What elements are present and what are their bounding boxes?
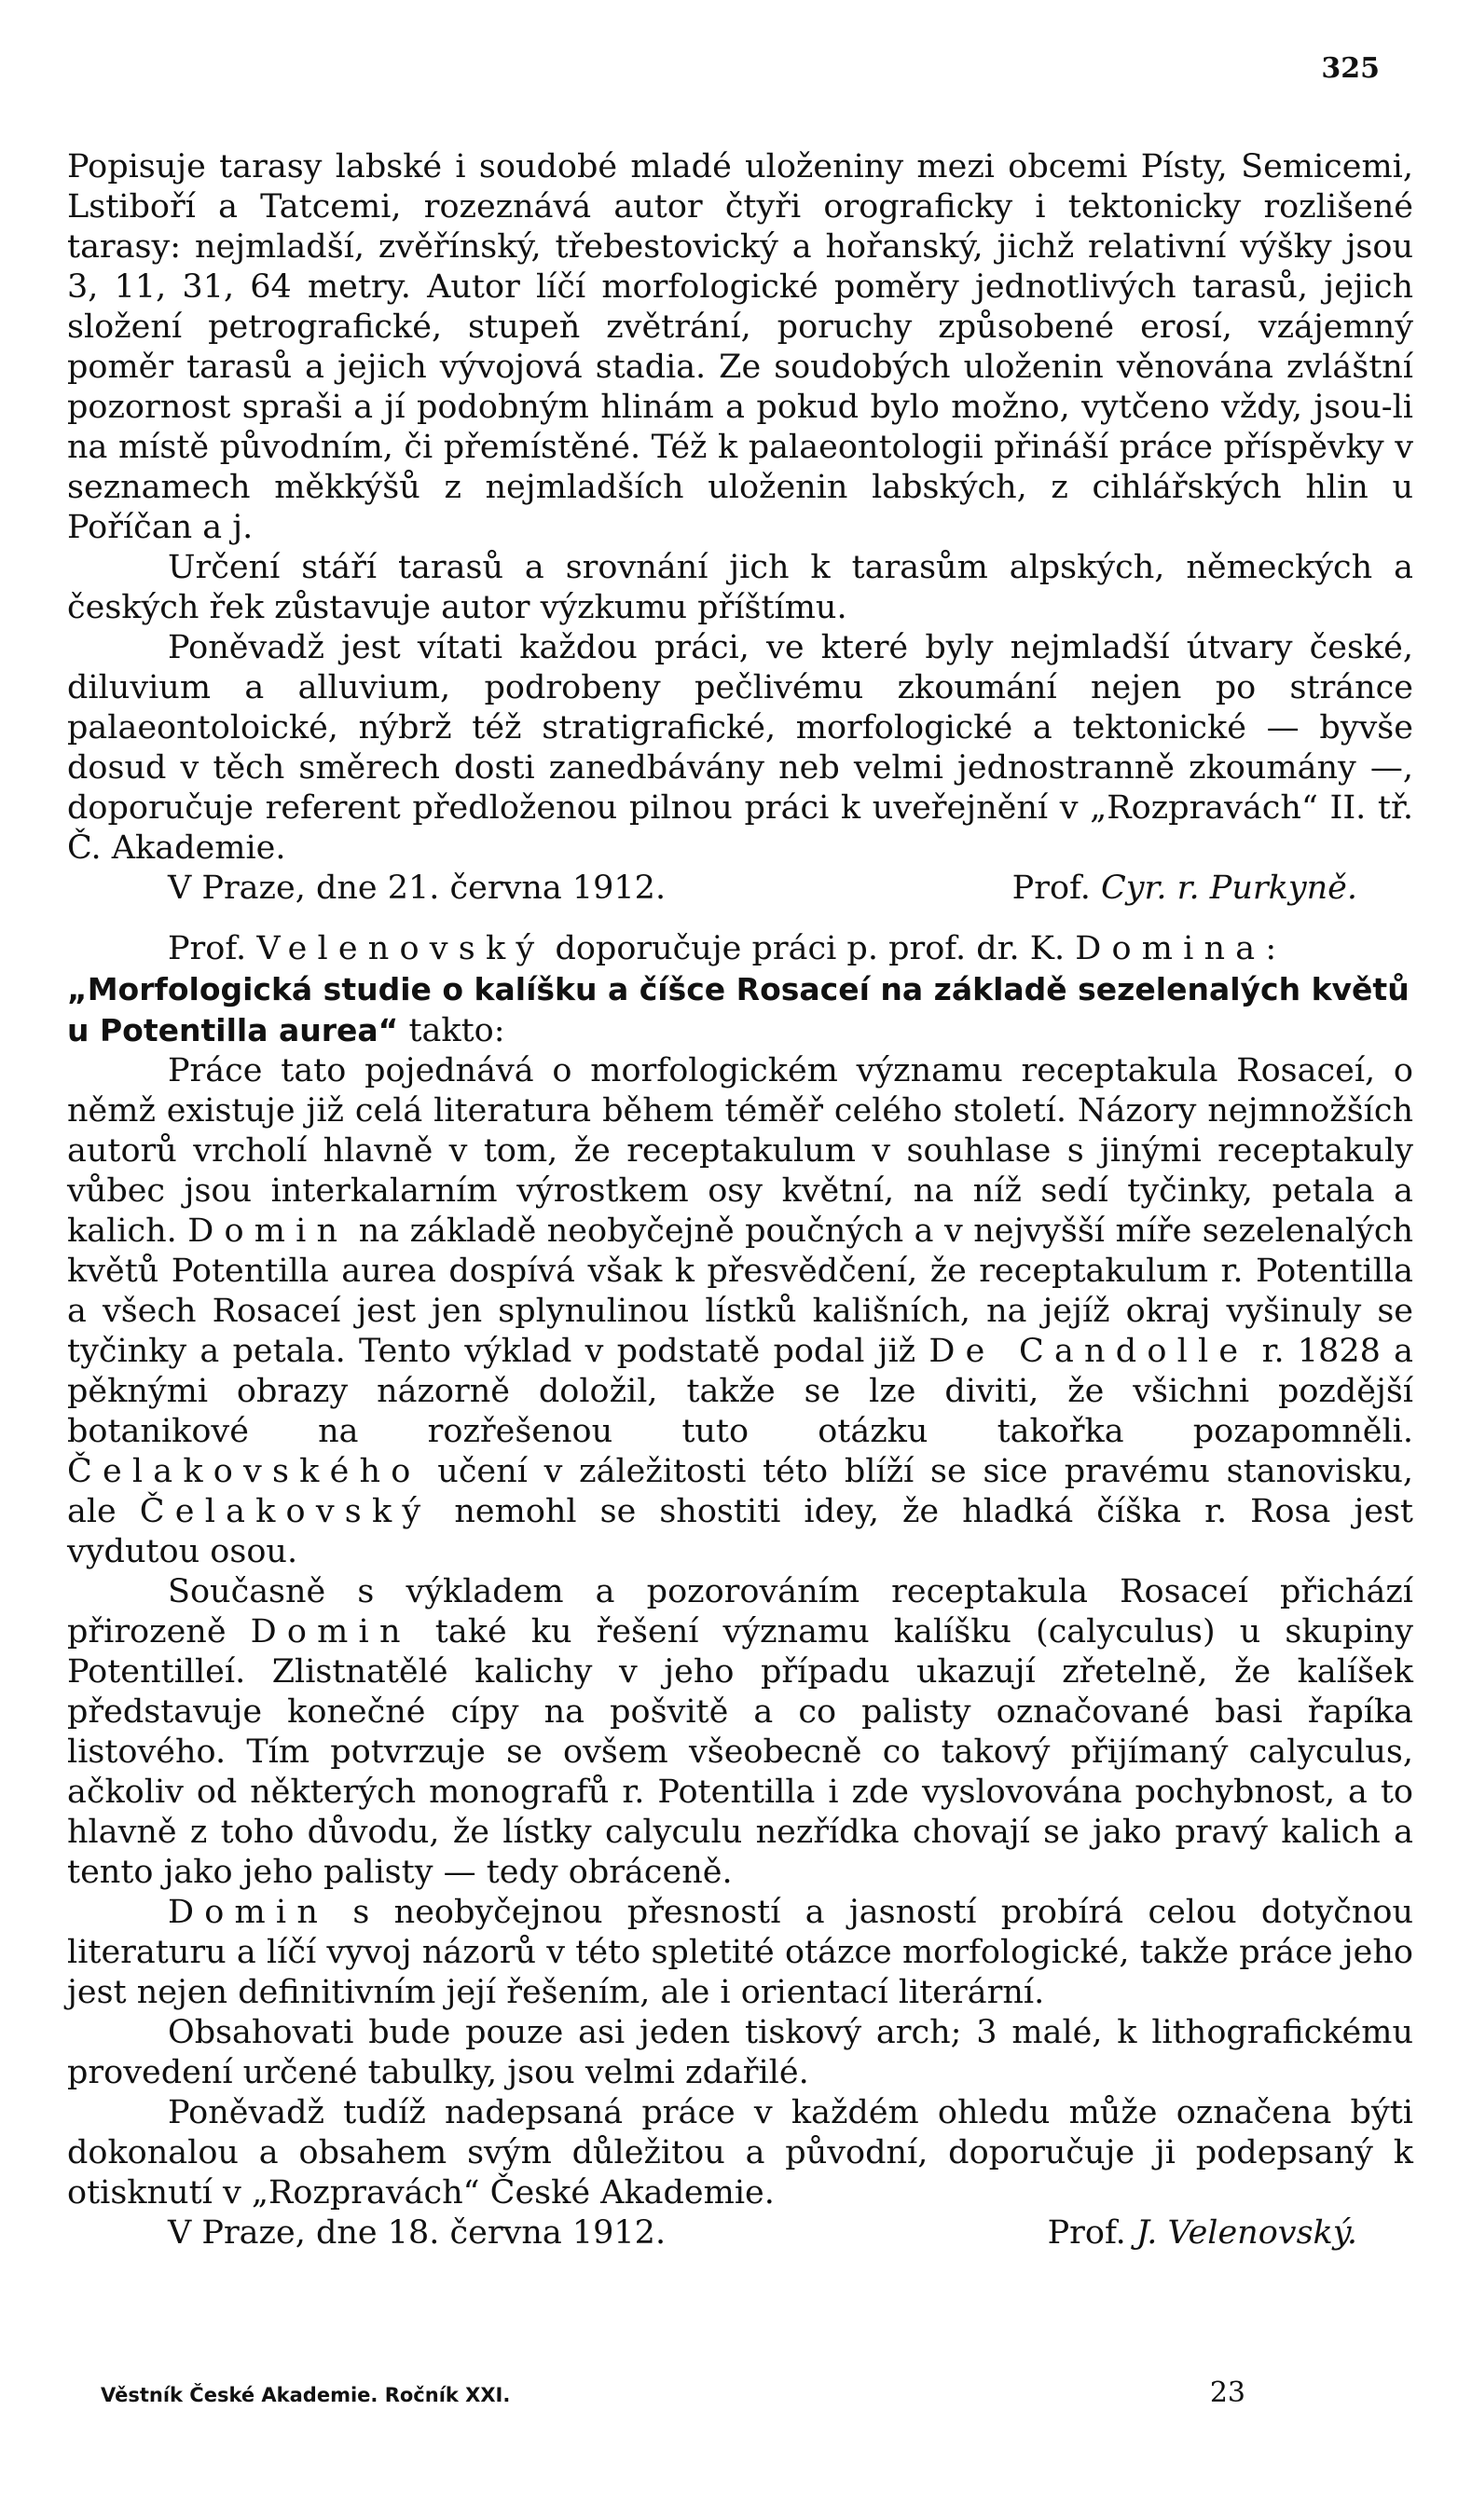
review2-p1-celakovskeho: Čelakovského [67,1453,421,1490]
review2-p1-text-a: Práce tato pojednává o morfologickém významu receptakula Rosaceí, o němž existuje již celá literatura během téměř celého století. Názory nejmnožších autorů vrcholí hlavně v tom, že receptakulum v souhlase s jinými receptakuly vůbec jsou interkalarním výrostkem osy květní, na níž sedí tyčinky, petala a kalich. [67,1052,1413,1250]
review2-p2-domin: Domin [250,1613,411,1650]
page-number: 325 [1321,52,1380,85]
review2-paragraph-3 [67,1893,1413,2013]
review2-p3-domin: Domin [168,1894,329,1931]
review2-paragraph-1 [67,1051,1413,1572]
review1-paragraph-1: Popisuje tarasy labské i soudobé mladé uloženiny mezi obcemi Písty, Semicemi, Lstiboří a Tatcemi, rozeznává autor čtyři orograficky i tektonicky rozlišené tarasy: nejmladší, zvěřínský, třebestovický a hořanský, jichž relativní výšky jsou 3, 11, 31, 64 metry. Autor líčí morfologické poměry jednotlivých tarasů, jejich složení petrografické, stupeň zvětrání, poruchy způsobené erosí, vzájemný poměr tarasů a jejich vývojová stadia. Ze soudobých uloženin věnována zvláštní pozornost spraši a jí podobným hlinám a pokud bylo možno, vytčeno vždy, jsou-li na místě původním, či přemístěné. Též k palaeontologii přináší práce příspěvky v seznamech měkkýšů z nejmladších uloženin labských, z cihlářských hlin u Poříčan a j. [67,148,1413,546]
review2-signature-name: J. Velenovský. [1135,2214,1357,2252]
review1-paragraph-3: Poněvadž jest vítati každou práci, ve které byly nejmladší útvary české, diluvium a alluvium, podrobeny pečlivému zkoumání nejen po stránce palaeontoloické, nýbrž též stratigrafické, morfologické a tektonické — byvše dosud v těch směrech dosti zanedbávány neb velmi jednostranně zkoumány —, doporučuje referent předloženou pilnou práci k uveřejnění v „Rozpravách“ II. tř. Č. Akademie. [67,629,1413,867]
review2-signature [1048,2213,1357,2253]
review2-intro [67,929,1413,969]
review1-signature-prefix: Prof. [1011,870,1101,907]
review1-signature-line [67,869,1413,909]
review2-p1-text-d: učení v záležitosti této blíží se sice pravému stanovisku, ale [67,1453,1413,1530]
page-footer [101,2376,1357,2409]
review2-article-title: „Morfologická studie o kalíšku a číšce Rosaceí na základě sezelenalých květů u Potentilla aurea“ [67,971,1410,1048]
review2-p2-text-a: Současně s výkladem a pozorováním receptakula Rosaceí přichází přirozeně [67,1573,1413,1650]
review2-title-suffix: takto: [398,1012,505,1049]
review2-author-name: Domina [1075,930,1266,967]
review2-p1-celakovsky: Čelakovský [139,1493,432,1530]
review2-p1-text-b: na základě neobyčejně poučných a v nejvyšší míře sezelenalých květů Potentilla aurea dospívá však k přesvědčení, že receptakulum r. Potentilla a všech Rosaceí jest jen splynulinou lístků kališních, na jejíž okraj vyšinuly se tyčinky a petala. Tento výklad v podstatě podal již [67,1212,1413,1370]
review2-p1-domin: Domin [187,1212,349,1250]
review2-title-line [67,969,1413,1051]
review1-date: V Praze, dne 21. června 1912. [168,870,667,907]
review2-intro-prof: Prof. [168,930,257,967]
review2-signature-prefix: Prof. [1047,2214,1136,2252]
review2-signature-line [67,2213,1413,2253]
review2-p3-text-a: s neobyčejnou přesností a jasností probírá celou dotyčnou literaturu a líčí vyvoj názorů v této spletité otázce morfologické, takže práce jeho jest nejen definitivním její řešením, ale i orientací literární. [67,1894,1413,2011]
review1-paragraph-2: Určení stáří tarasů a srovnání jich k tarasům alpských, německých a českých řek zůstavuje autor výzkumu příštímu. [67,549,1413,626]
footer-sheet-number: 23 [1209,2376,1245,2409]
review2-paragraph-4: Obsahovati bude pouze asi jeden tiskový arch; 3 malé, k lithografickému provedení určené tabulky, jsou velmi zdařilé. [67,2014,1413,2091]
review2-p1-text-c: r. 1828 a pěknými obrazy názorně doložil, takže se lze diviti, že všichni pozdější botanikové na rozřešenou tuto otázku takořka pozapomněli. [67,1333,1413,1450]
review2-p1-decandolle: De Candolle [928,1333,1249,1370]
review1-signature-name: Cyr. r. Purkyně. [1100,870,1357,907]
review2-paragraph-2 [67,1572,1413,1893]
body-text [67,147,1413,2253]
review2-paragraph-5: Poněvadž tudíž nadepsaná práce v každém ohledu může označena býti dokonalou a obsahem svým důležitou a původní, doporučuje ji podepsaný k otisknutí v „Rozpravách“ České Akademie. [67,2094,1413,2212]
review2-date: V Praze, dne 18. června 1912. [168,2214,667,2252]
footer-journal-title: Věstník České Akademie. Ročník XXI. [101,2384,511,2406]
review2-p1-text-e: nemohl se shostiti idey, že hladká číška r. Rosa jest vydutou osou. [67,1493,1413,1570]
review2-intro-colon: : [1265,930,1277,967]
review2-p2-text-b: také ku řešení významu kalíšku (calyculus) u skupiny Potentilleí. Zlistnatělé kalichy v jeho případu ukazují zřetelně, že kalíšek představuje konečné cípy na pošvitě a co palisty označované basi řapíka listového. Tím potvrzuje se ovšem všeobecně co takový přijímaný calyculus, ačkoliv od některých monografů r. Potentilla i zde vyslovována pochybnost, a to hlavně z toho důvodu, že lístky calyculu nezřídka chovají se jako pravý kalich a tento jako jeho palisty — tedy obráceně. [67,1613,1413,1891]
review1-signature [1012,869,1357,909]
review2-reviewer-name: Velenovský [256,930,545,967]
review2-intro-mid: doporučuje práci p. prof. dr. K. [544,930,1076,967]
